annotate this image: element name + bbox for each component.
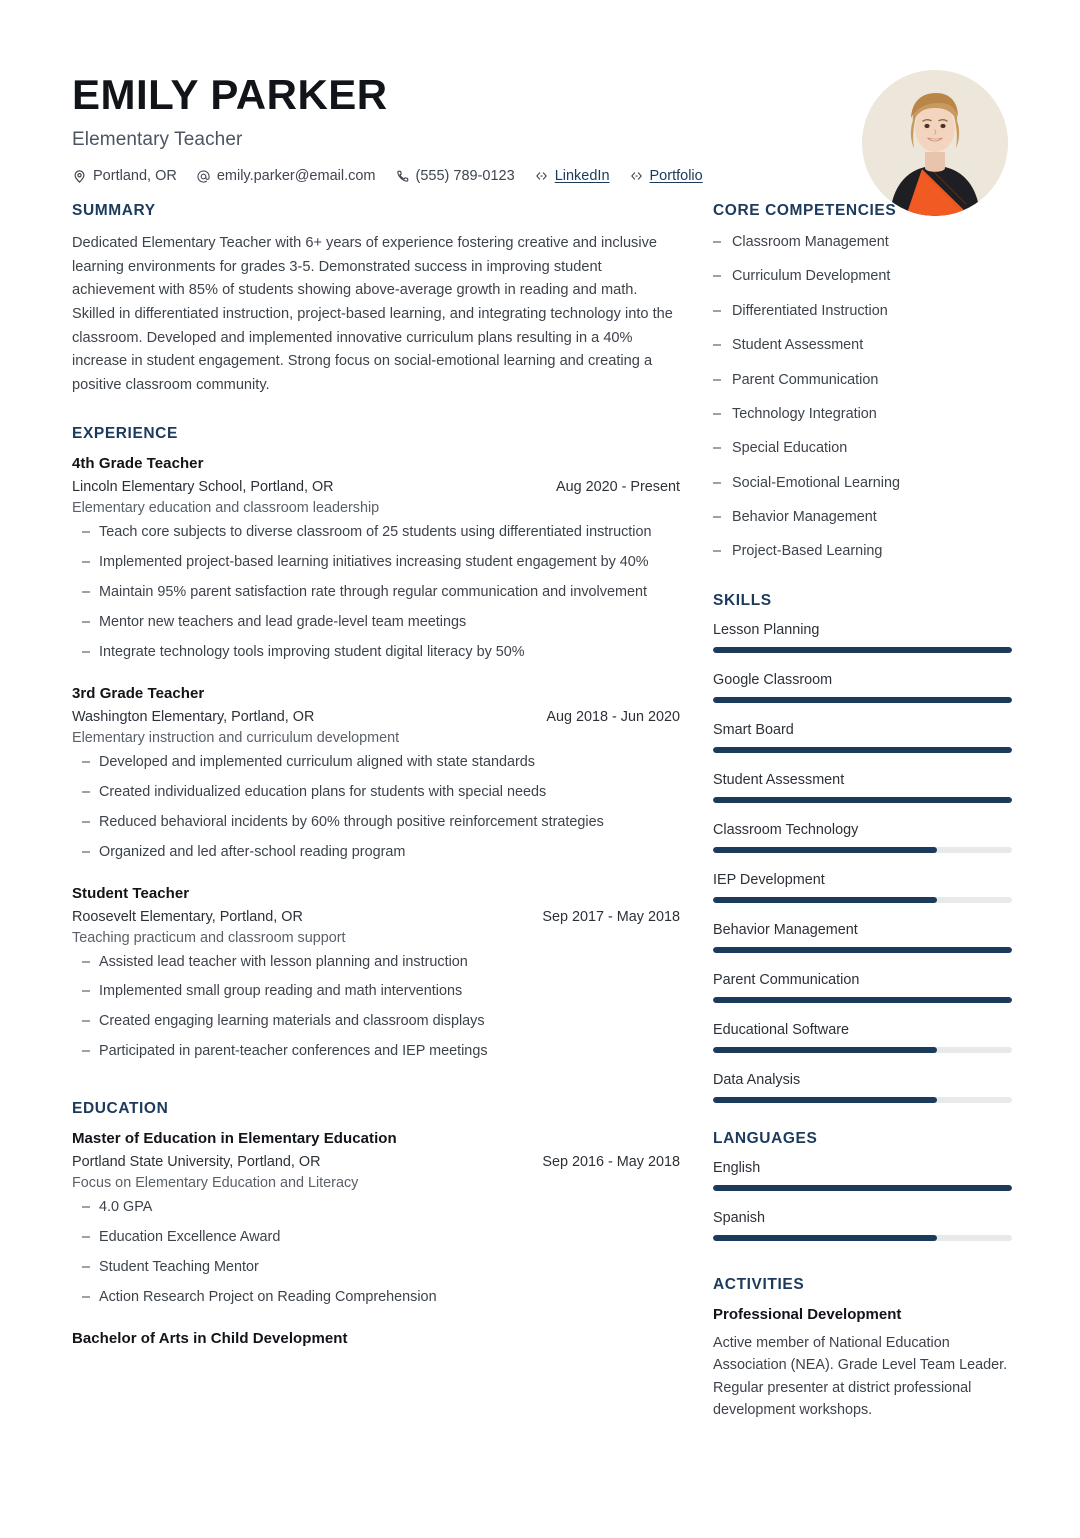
list-item: – Implemented project-based learning initiatives increasing student engagement by 40% [72, 552, 680, 574]
list-item: – Maintain 95% parent satisfaction rate through regular communication and involvement [72, 582, 680, 604]
at-sign-icon [196, 169, 211, 184]
education-degree: Bachelor of Arts in Child Development [72, 1329, 348, 1347]
experience-dates: Aug 2018 - Jun 2020 [546, 708, 680, 725]
section-title-summary: SUMMARY [72, 202, 156, 219]
experience-entry [72, 685, 680, 864]
skill-label: Parent Communication [713, 971, 860, 988]
link-icon [629, 169, 644, 184]
contact-phone-text: (555) 789-0123 [415, 168, 515, 185]
education-description: Focus on Elementary Education and Literacy [72, 1175, 359, 1192]
skill-bar-track [713, 947, 1012, 953]
skill-bar-fill [713, 1097, 937, 1103]
skill-bar-fill [713, 747, 1012, 753]
contact-email[interactable] [196, 168, 376, 184]
skill-bar-fill [713, 897, 937, 903]
skill-bar-track [713, 1097, 1012, 1103]
left-column [72, 202, 680, 1426]
contact-email-text: emily.parker@email.com [216, 168, 376, 185]
activities-entry-title: Professional Development [713, 1305, 902, 1323]
experience-meta [72, 479, 680, 495]
section-title-skills: SKILLS [713, 591, 772, 609]
list-item: – Classroom Management [713, 232, 1012, 253]
skill-bar-fill [713, 797, 1012, 803]
list-item: – Project-Based Learning [713, 541, 1012, 562]
contact-portfolio[interactable] [629, 168, 703, 184]
skill-bar-track [713, 1047, 1012, 1053]
link-icon [534, 169, 549, 184]
location-pin-icon [72, 169, 87, 184]
list-item: – Student Teaching Mentor [72, 1257, 680, 1279]
skill-item [713, 1072, 1012, 1103]
summary-text: Dedicated Elementary Teacher with 6+ years of experience fostering creative and inclusive learning environments for grades 3-5. Demonstrated success in improving student achievement with 85% of students showing above-average growth in reading and math. Skilled in differentiated instruction, project-based learning, and integrating technology into the classroom. Developed and implemented innovative curriculum plans resulting in a 40% increase in student engagement. Strong focus on social-emotional learning and creating a positive classroom community. [72, 235, 673, 393]
education-meta [72, 1154, 680, 1170]
education-bullets [72, 1197, 680, 1309]
candidate-job-title: Elementary Teacher [72, 129, 243, 151]
skill-label: Lesson Planning [713, 621, 820, 638]
experience-dates: Aug 2020 - Present [556, 479, 680, 496]
section-title-activities: ACTIVITIES [713, 1275, 805, 1293]
list-item: – Developed and implemented curriculum aligned with state standards [72, 752, 680, 774]
skill-bar-track [713, 747, 1012, 753]
skill-bar-track [713, 847, 1012, 853]
contact-portfolio-text[interactable]: Portfolio [649, 168, 703, 185]
education-entry [72, 1130, 680, 1309]
section-skills [713, 592, 1012, 1103]
list-item: – Implemented small group reading and math interventions [72, 981, 680, 1003]
list-item: – Education Excellence Award [72, 1227, 680, 1249]
skill-label: Data Analysis [713, 1071, 801, 1088]
skill-bar-track [713, 797, 1012, 803]
section-languages [713, 1130, 1012, 1241]
list-item: – Created engaging learning materials and classroom displays [72, 1011, 680, 1033]
list-item: – Assisted lead teacher with lesson planning and instruction [72, 952, 680, 974]
skill-label: Classroom Technology [713, 821, 859, 838]
experience-description: Elementary instruction and curriculum development [72, 729, 400, 746]
skill-label: Student Assessment [713, 771, 845, 788]
list-item: – Participated in parent-teacher conferences and IEP meetings [72, 1041, 680, 1063]
list-item: – Action Research Project on Reading Comprehension [72, 1287, 680, 1309]
experience-organization: Roosevelt Elementary, Portland, OR [72, 908, 303, 925]
skill-item [713, 822, 1012, 853]
core-competencies-list [713, 232, 1012, 562]
skill-item [713, 672, 1012, 703]
skill-bar-fill [713, 997, 1012, 1003]
experience-bullets [72, 752, 680, 864]
contact-linkedin[interactable] [534, 168, 610, 184]
skill-label: Educational Software [713, 1021, 849, 1038]
candidate-name: EMILY PARKER [72, 71, 388, 118]
language-item [713, 1160, 1012, 1191]
experience-meta [72, 709, 680, 725]
list-item: – Curriculum Development [713, 266, 1012, 287]
skill-label: Google Classroom [713, 671, 833, 688]
language-bar-fill [713, 1235, 937, 1241]
education-degree: Master of Education in Elementary Education [72, 1130, 397, 1148]
language-bar-track [713, 1235, 1012, 1241]
education-organization: Portland State University, Portland, OR [72, 1154, 321, 1171]
education-entry [72, 1330, 680, 1347]
list-item: – Special Education [713, 438, 1012, 459]
skill-item [713, 1022, 1012, 1053]
experience-dates: Sep 2017 - May 2018 [542, 908, 680, 925]
experience-entry [72, 885, 680, 1064]
contact-location-text: Portland, OR [93, 168, 177, 185]
list-item: – 4.0 GPA [72, 1197, 680, 1219]
experience-organization: Washington Elementary, Portland, OR [72, 708, 315, 725]
skill-bar-track [713, 647, 1012, 653]
experience-organization: Lincoln Elementary School, Portland, OR [72, 479, 334, 496]
contact-linkedin-text[interactable]: LinkedIn [554, 168, 610, 185]
skill-bar-track [713, 997, 1012, 1003]
section-core-competencies [713, 202, 1012, 562]
section-title-education: EDUCATION [72, 1100, 169, 1118]
experience-role: 3rd Grade Teacher [72, 684, 205, 702]
activities-entry-text: Active member of National Education Association (NEA). Grade Level Team Leader. Regular presenter at district professional development workshops. [713, 1334, 1008, 1419]
avatar [862, 70, 1008, 216]
list-item: – Mentor new teachers and lead grade-level team meetings [72, 612, 680, 634]
list-item: – Parent Communication [713, 370, 1012, 391]
experience-bullets [72, 522, 680, 663]
avatar-portrait-illustration [862, 70, 1008, 216]
skill-bar-fill [713, 1047, 937, 1053]
skill-bar-fill [713, 947, 1012, 953]
experience-role: 4th Grade Teacher [72, 455, 204, 473]
experience-description: Teaching practicum and classroom support [72, 929, 346, 946]
skill-label: IEP Development [713, 871, 825, 888]
section-experience [72, 425, 680, 1063]
list-item: – Reduced behavioral incidents by 60% through positive reinforcement strategies [72, 812, 680, 834]
list-item: – Student Assessment [713, 335, 1012, 356]
experience-bullets [72, 952, 680, 1064]
skill-bar-track [713, 697, 1012, 703]
experience-role: Student Teacher [72, 884, 190, 902]
right-column [713, 202, 1012, 1426]
list-item: – Behavior Management [713, 507, 1012, 528]
skill-bar-fill [713, 847, 937, 853]
skill-bar-fill [713, 647, 1012, 653]
language-bar-track [713, 1185, 1012, 1191]
list-item: – Created individualized education plans for students with special needs [72, 782, 680, 804]
list-item: – Social-Emotional Learning [713, 473, 1012, 494]
contact-location [72, 168, 177, 184]
skill-label: Smart Board [713, 721, 794, 738]
skill-item [713, 622, 1012, 653]
skill-label: Behavior Management [713, 921, 858, 938]
language-bar-fill [713, 1185, 1012, 1191]
education-dates: Sep 2016 - May 2018 [542, 1154, 680, 1171]
list-item: – Technology Integration [713, 404, 1012, 425]
resume-header [72, 0, 1008, 185]
list-item: – Differentiated Instruction [713, 301, 1012, 322]
list-item: – Organized and led after-school reading program [72, 842, 680, 864]
skill-bar-fill [713, 697, 1012, 703]
experience-description: Elementary education and classroom leadership [72, 500, 380, 517]
section-education [72, 1100, 680, 1347]
experience-entry [72, 455, 680, 663]
language-label: Spanish [713, 1209, 766, 1226]
skill-item [713, 972, 1012, 1003]
language-label: English [713, 1159, 761, 1176]
list-item: – Integrate technology tools improving student digital literacy by 50% [72, 642, 680, 664]
section-title-core-competencies: CORE COMPETENCIES [713, 202, 897, 219]
section-summary [72, 202, 680, 397]
language-item [713, 1210, 1012, 1241]
skill-item [713, 772, 1012, 803]
skill-bar-track [713, 897, 1012, 903]
section-activities [713, 1276, 1012, 1422]
experience-meta [72, 909, 680, 925]
skill-item [713, 922, 1012, 953]
list-item: – Teach core subjects to diverse classroom of 25 students using differentiated instruction [72, 522, 680, 544]
section-title-experience: EXPERIENCE [72, 425, 178, 443]
phone-icon [395, 169, 410, 184]
skill-item [713, 722, 1012, 753]
resume-body [72, 174, 1008, 1426]
contact-phone[interactable] [395, 168, 515, 184]
skill-item [713, 872, 1012, 903]
section-title-languages: LANGUAGES [713, 1129, 818, 1147]
